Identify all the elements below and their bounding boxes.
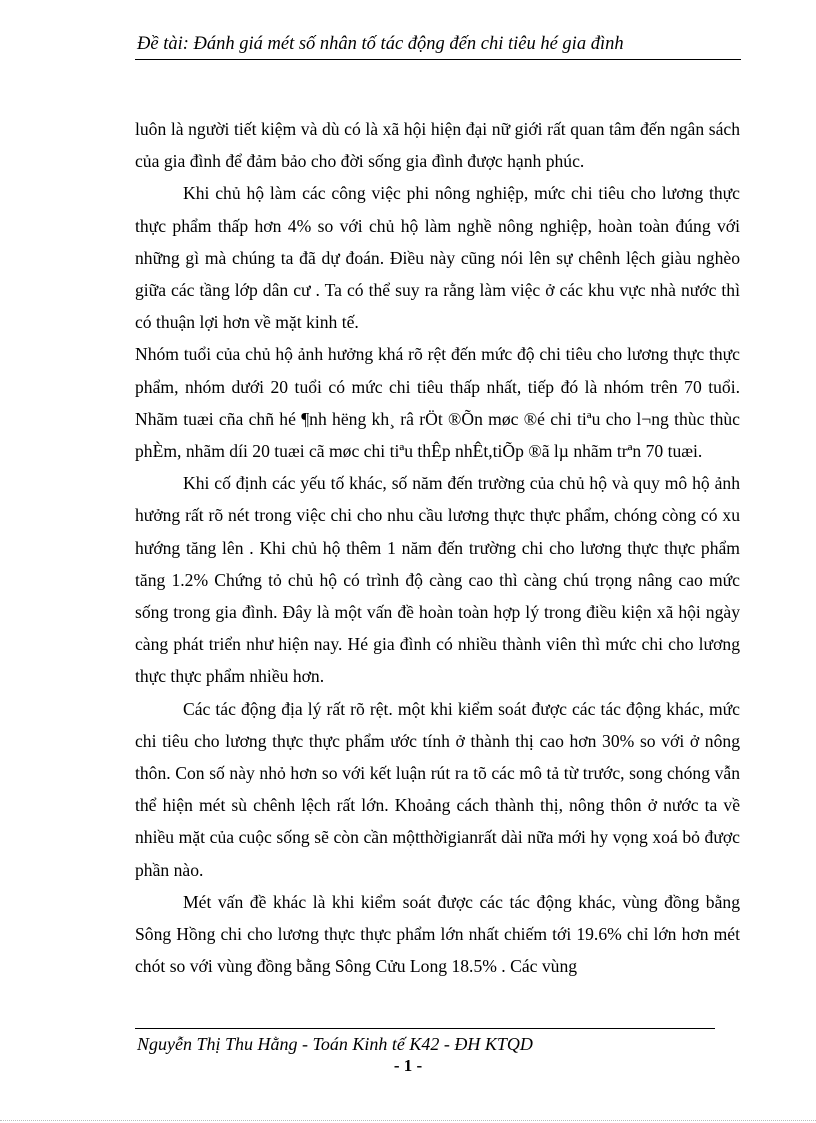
paragraph: Khi chủ hộ làm các công việc phi nông nghiệp, mức chi tiêu cho lương thực thực phẩm thấp hơn 4% so với chủ hộ làm nghề nông nghiệp, hoàn toàn đúng với những gì mà chúng ta đã dự đoán. Điều này cũng nói lên sự chênh lệch giàu nghèo giữa các tầng lớp dân cư . Ta có thể suy ra rằng làm việc ở các khu vực nhà nước thì có thuận lợi hơn về mặt kinh tế. — [135, 183, 740, 333]
page-number: - 1 - — [393, 1056, 423, 1075]
footer-author: Nguyễn Thị Thu Hằng - Toán Kinh tế K42 - ĐH KTQD — [137, 1034, 533, 1054]
paragraph: Khi cố định các yếu tố khác, số năm đến trường của chủ hộ và quy mô hộ ảnh hưởng rất rõ nét trong việc chi cho nhu cầu lương thực thực phẩm, chóng còng có xu hướng tăng lên . Khi chủ hộ thêm 1 năm đến trường chi cho lương thực thực phẩm tăng 1.2% Chứng tỏ chủ hộ có trình độ càng cao thì càng chú trọng nâng cao mức sống trong gia đình. Đây là một vấn đề hoàn toàn hợp lý trong điều kiện xã hội ngày càng phát triển như hiện nay. Hé gia đình có nhiều thành viên thì mức chi cho lương thực thực phẩm nhiều hơn. — [135, 473, 740, 687]
page-edge — [0, 1120, 816, 1121]
paragraph: Mét vấn đề khác là khi kiểm soát được các tác động khác, vùng đồng bằng Sông Hồng chi cho lương thực thực phẩm lớn nhất chiếm tới 19.6% chỉ lớn hơn mét chót so với vùng đồng bằng Sông Cửu Long 18.5% . Các vùng — [135, 891, 740, 977]
paragraph: luôn là người tiết kiệm và dù có là xã hội hiện đại nữ giới rất quan tâm đến ngân sách của gia đình để đảm bảo cho đời sống gia đình được hạnh phúc. — [135, 119, 740, 172]
paragraph: Các tác động địa lý rất rõ rệt. một khi kiểm soát được các tác động khác, mức chi tiêu cho lương thực thực phẩm ước tính ở thành thị cao hơn 30% so với ở nông thôn. Con số này nhỏ hơn so với kết luận rút ra tõ các mô tả từ trước, song chóng vẫn thể hiện mét sù chênh lệch rất lớn. Khoảng cách thành thị, nông thôn ở nước ta về nhiều mặt của cuộc sống sẽ còn cần mộtthờigianrất dài nữa mới hy vọng xoá bỏ được phần nào. — [135, 698, 740, 880]
footer-divider — [135, 1028, 715, 1029]
paragraph: Nhóm tuổi của chủ hộ ảnh hưởng khá rõ rệt đến mức độ chi tiêu cho lương thực thực phẩm, nhóm dưới 20 tuổi có mức chi tiêu thấp nhất, tiếp đó là nhóm trên 70 tuổi. Nhãm tuæi cña chñ hé ¶nh hëng kh¸ râ rÖt ®Õn møc ®é chi tiªu cho l¬ng thùc thùc phÈm, nhãm díi 20 tuæi cã møc chi tiªu thÊp nhÊt,tiÕp ®ã lµ nhãm trªn 70 tuæi. — [135, 344, 740, 462]
header-divider — [135, 59, 741, 60]
document-body — [135, 113, 740, 982]
page-header-title: Đề tài: Đánh giá mét số nhân tố tác động đến chi tiêu hé gia đình — [137, 34, 624, 54]
